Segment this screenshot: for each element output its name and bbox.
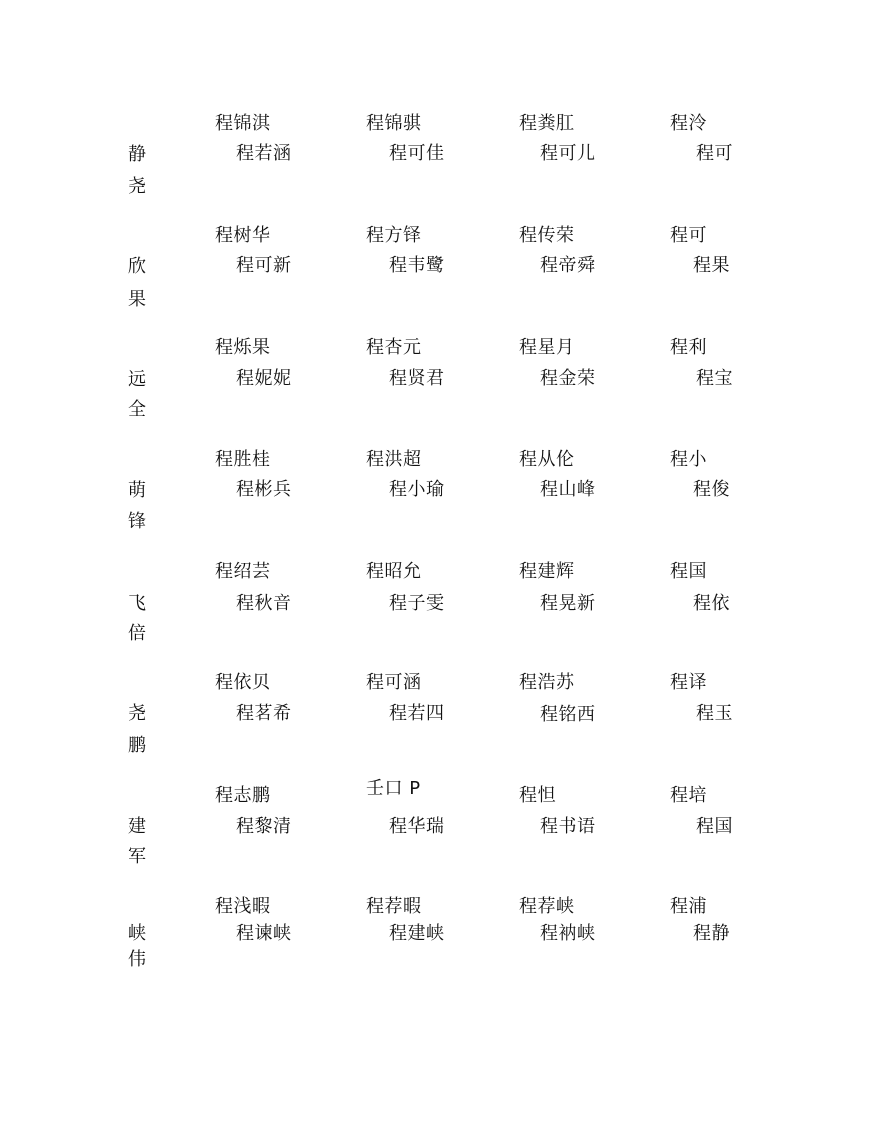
name-entry: 程衲峡 <box>540 923 596 944</box>
name-entry: 程黎清 <box>236 816 292 837</box>
name-entry: 程可 <box>670 225 707 246</box>
name-entry: 程秋音 <box>236 593 292 614</box>
name-entry: 程从伦 <box>519 449 575 470</box>
name-entry: 程粪肛 <box>519 113 575 134</box>
name-entry: 程荐峡 <box>519 896 575 917</box>
name-entry: 果 <box>128 289 147 310</box>
name-entry: 程胜桂 <box>215 449 271 470</box>
name-entry: 程彬兵 <box>236 479 292 500</box>
name-entry: 程浦 <box>670 896 707 917</box>
name-entry: 程玉 <box>696 703 733 724</box>
name-entry: 程铭西 <box>540 704 596 725</box>
name-entry: 程泠 <box>670 113 707 134</box>
name-entry: 程妮妮 <box>236 368 292 389</box>
name-entry: 程华瑞 <box>389 816 445 837</box>
name-entry: 程星月 <box>519 337 575 358</box>
name-entry: 程小瑜 <box>389 479 445 500</box>
name-entry: 程杏元 <box>366 337 422 358</box>
name-entry: 程建峡 <box>389 923 445 944</box>
name-entry: 程俊 <box>693 479 730 500</box>
name-entry: 程若四 <box>389 703 445 724</box>
name-entry: 程依贝 <box>215 672 271 693</box>
name-entry: 峡 <box>128 923 147 944</box>
name-entry: 尧 <box>128 176 147 197</box>
name-entry: 军 <box>128 846 147 867</box>
name-entry: 建 <box>128 816 147 837</box>
name-entry: 程昭允 <box>366 561 422 582</box>
name-entry: 程建辉 <box>519 561 575 582</box>
name-entry: 程可新 <box>236 255 292 276</box>
name-entry: 程国 <box>670 561 707 582</box>
name-entry: 程晃新 <box>540 593 596 614</box>
name-entry: 程锦淇 <box>215 113 271 134</box>
name-entry: 程果 <box>693 255 730 276</box>
name-entry: 程志鹏 <box>215 785 271 806</box>
name-entry: 程贤君 <box>389 368 445 389</box>
name-entry: 程茗希 <box>236 703 292 724</box>
name-entry: 锋 <box>128 511 147 532</box>
name-entry: 程可 <box>696 143 733 164</box>
name-entry: 伟 <box>128 949 147 970</box>
name-entry: 程子雯 <box>389 593 445 614</box>
name-entry: 程锦骐 <box>366 113 422 134</box>
name-entry: 程荐暇 <box>366 896 422 917</box>
name-entry: 尧 <box>128 703 147 724</box>
name-entry: 倍 <box>128 623 147 644</box>
name-entry: 程烁果 <box>215 337 271 358</box>
name-entry: 全 <box>128 399 147 420</box>
name-entry: 程利 <box>670 337 707 358</box>
name-entry: 程若涵 <box>236 143 292 164</box>
name-entry: 静 <box>128 144 147 165</box>
name-entry: 程宝 <box>696 368 733 389</box>
name-entry: 壬口 P <box>366 778 421 799</box>
name-entry: 程可儿 <box>540 143 596 164</box>
name-entry: 程国 <box>696 816 733 837</box>
name-entry: 程可涵 <box>366 672 422 693</box>
name-entry: 程方铎 <box>366 225 422 246</box>
name-entry: 程金荣 <box>540 368 596 389</box>
name-entry: 程浅暇 <box>215 896 271 917</box>
name-entry: 程谏峡 <box>236 923 292 944</box>
name-entry: 程译 <box>670 672 707 693</box>
name-entry: 程洪超 <box>366 449 422 470</box>
name-entry: 飞 <box>128 593 147 614</box>
name-entry: 程帝舜 <box>540 255 596 276</box>
name-entry: 程静 <box>693 923 730 944</box>
name-entry: 程怛 <box>519 785 556 806</box>
name-entry: 程树华 <box>215 225 271 246</box>
name-entry: 欣 <box>128 256 147 277</box>
name-entry: 程依 <box>693 593 730 614</box>
name-entry: 程可佳 <box>389 143 445 164</box>
name-entry: 程绍芸 <box>215 561 271 582</box>
name-entry: 程培 <box>670 785 707 806</box>
name-entry: 程书语 <box>540 816 596 837</box>
name-entry: 鹏 <box>128 735 147 756</box>
name-entry: 程浩苏 <box>519 672 575 693</box>
name-entry: 程韦鹭 <box>389 255 445 276</box>
name-entry: 程传荣 <box>519 225 575 246</box>
name-entry: 程小 <box>670 449 707 470</box>
name-entry: 程山峰 <box>540 479 596 500</box>
name-entry: 远 <box>128 369 147 390</box>
name-entry: 萌 <box>128 480 147 501</box>
